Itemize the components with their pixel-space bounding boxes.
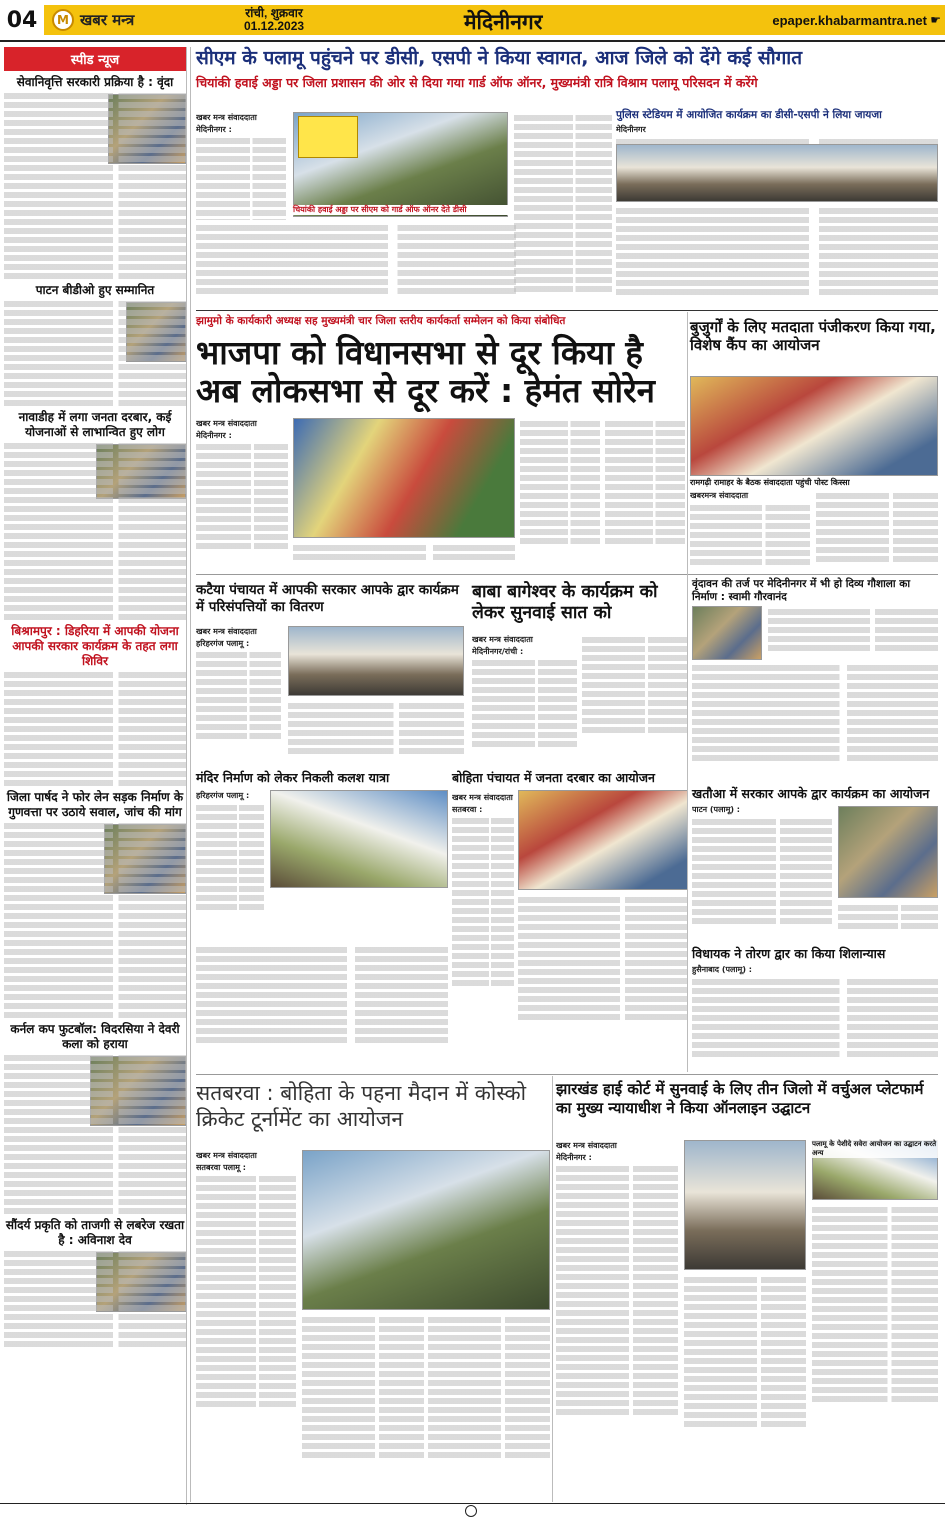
divider <box>196 1074 938 1075</box>
issue-date: 01.12.2023 <box>244 19 305 33</box>
column-rule <box>552 1076 553 1502</box>
divider <box>196 310 938 311</box>
court-photo <box>684 1140 806 1270</box>
website-link[interactable]: epaper.khabarmantra.net <box>772 13 927 28</box>
hemant-body-col2 <box>293 542 515 570</box>
hemant-body-col3 <box>520 418 600 568</box>
cricket-headline: सतबरवा : बोहिता के पहना मैदान में कोस्को क्रिकेट टूर्नामेंट का आयोजन <box>196 1081 527 1131</box>
column-rule <box>687 312 688 1072</box>
left-column <box>4 47 187 1505</box>
hand-pointer-icon: ☛ <box>930 13 941 27</box>
left-headline-5: जिला पार्षद ने फोर लेन सड़क निर्माण के गुणवत्ता पर उठाये सवाल, जांच की मांग <box>6 790 184 819</box>
cricket-body-col3 <box>428 1314 550 1500</box>
left-body-5 <box>4 823 186 1018</box>
baba-headline: बाबा बागेश्वर के कार्यक्रम को लेकर सुनवाई सात को <box>472 582 658 623</box>
left-body-7 <box>4 1251 186 1347</box>
court-inset-caption: पलामू के पेशीदे सवेरा आयोजन का उद्घाटन करते अन्य <box>812 1140 937 1157</box>
police-photo <box>616 144 938 202</box>
mandir-body-col2 <box>196 944 448 1070</box>
left-headline-7: सौंदर्य प्रकृति को ताजगी से लबरेज रखता है : अविनाश देव <box>5 1218 185 1247</box>
vrindavan-headline: वृंदावन की तर्ज पर मेदिनीनगर में भी हो दिव्य गौशाला का निर्माण : स्वामी गौरवानंद <box>692 578 911 603</box>
top-body-col2 <box>196 222 516 304</box>
khatauva-headline: खतौआ में सरकार आपके द्वार कार्यक्रम का आयोजन <box>692 786 930 801</box>
left-body-3 <box>4 443 186 620</box>
page-footer <box>0 1503 945 1517</box>
hemant-body-col4 <box>605 418 685 568</box>
court-body-col3 <box>812 1204 938 1500</box>
katiya-body-col1: खबर मन्त्र संवाददाता हरिहरगंज पलामू : <box>196 626 281 764</box>
katiya-headline: कटैया पंचायत में आपकी सरकार आपके द्वार कार्यक्रम में परिसंपत्तियों का वितरण <box>196 582 459 615</box>
khatauva-body: पाटन (पलामू) : <box>692 804 832 942</box>
police-body <box>616 205 938 305</box>
vrindavan-body-top <box>768 606 938 660</box>
vidhayak-headline: विधायक ने तोरण द्वार का किया शिलान्यास <box>692 946 886 961</box>
top-headline: सीएम के पलामू पहुंचने पर डीसी, एसपी ने किया स्वागत, आज जिले को देंगे कई सौगात <box>196 47 803 69</box>
katiya-body-col2 <box>288 700 464 764</box>
inset-photo <box>298 116 358 158</box>
cricket-photo <box>302 1150 550 1310</box>
page-number: 04 <box>6 7 38 33</box>
divider <box>196 574 938 575</box>
left-headline-4: बिश्रामपुर : डिहरिया में आपकी योजना आपकी सरकार कार्यक्रम के तहत लगा शिविर <box>11 624 179 668</box>
bohita-body-col2 <box>518 894 688 1052</box>
cricket-body-col1: खबर मन्त्र संवाददाता सतबरवा पलामू : <box>196 1150 296 1500</box>
baba-body-col1: खबर मन्त्र संवाददाता मेदिनीनगर/रांची : <box>472 634 577 764</box>
vrindavan-body <box>692 662 938 780</box>
kalash-yatra-photo <box>270 790 448 888</box>
katiya-photo <box>288 626 464 696</box>
cricket-body-col2 <box>302 1314 424 1500</box>
bohita-body-col1: खबर मन्त्र संवाददाता सतबरवा : <box>452 792 514 1052</box>
dateline: मेदिनीनगर : <box>196 124 232 134</box>
court-body-col2 <box>684 1274 806 1500</box>
left-headline-3: नावाडीह में लगा जनता दरबार, कई योजनाओं से लाभान्वित हुए लोग <box>18 410 172 439</box>
elderly-caption: रामगढ़ी रामाहर के बैठक संवाददाता पहुंची पोस्ट किस्सा <box>690 478 938 488</box>
court-body-col1: खबर मन्त्र संवाददाता मेदिनीनगर : <box>556 1140 678 1500</box>
bohita-photo <box>518 790 688 890</box>
mandir-headline: मंदिर निर्माण को लेकर निकली कलश यात्रा <box>196 770 390 785</box>
mandir-body-col1: हरिहरगंज पलामू : <box>196 790 264 940</box>
vidhayak-body: हुसैनाबाद (पलामू) : <box>692 964 938 1064</box>
left-body-4 <box>4 672 186 786</box>
khatauva-body-2 <box>838 902 938 942</box>
brand-logo-icon: M <box>52 9 74 31</box>
police-headline: पुलिस स्टेडियम में आयोजित कार्यक्रम का डीसी-एसपी ने लिया जायजा <box>616 109 882 121</box>
elderly-headline: बुजुर्गों के लिए मतदाता पंजीकरण किया गया, विशेष कैंप का आयोजन <box>690 318 936 354</box>
elderly-photo <box>690 376 938 476</box>
news-photo <box>692 606 762 660</box>
masthead <box>0 0 945 42</box>
hemant-body-col1: खबर मन्त्र संवाददाता मेदिनीनगर : <box>196 418 288 568</box>
top-body-col1 <box>196 112 286 220</box>
speed-news-tag: स्पीड न्यूज <box>4 47 186 71</box>
section-title: मेदिनीनगर <box>464 10 543 34</box>
dateline-block <box>244 7 304 33</box>
court-headline: झारखंड हाई कोर्ट में सुनवाई के लिए तीन जिलो में वर्चुअल प्लेटफार्म का मुख्य न्यायाधीश ने किया ऑनलाइन उद्घाटन <box>556 1080 924 1117</box>
byline: खबर मन्त्र संवाददाता <box>196 113 257 122</box>
left-body-6 <box>4 1055 186 1214</box>
brand-bar <box>44 5 945 35</box>
hemant-photo <box>293 418 515 538</box>
left-headline-6: कर्नल कप फुटबॉल: विदरसिया ने देवरी कला को हराया <box>10 1022 180 1051</box>
city-day: रांची, शुक्रवार <box>245 6 303 20</box>
hemant-headline: भाजपा को विधानसभा से दूर किया है अब लोकसभा से दूर करें : हेमंत सोरेन <box>196 333 655 410</box>
elderly-body-col2 <box>816 490 938 570</box>
bohita-headline: बोहिता पंचायत में जनता दरबार का आयोजन <box>452 770 655 785</box>
photo-caption: चियांकी हवाई अड्डा पर सीएम को गार्ड ऑफ ऑनर देते डीसी <box>293 205 508 215</box>
left-body-1 <box>4 93 186 279</box>
baba-body-col2 <box>582 634 687 764</box>
registration-mark-icon <box>465 1505 477 1517</box>
top-body-col3 <box>514 112 612 302</box>
column-rule <box>190 47 191 1502</box>
brand-name: खबर मन्त्र <box>80 11 135 29</box>
police-lead: मेदिनीनगर <box>616 124 938 144</box>
news-photo <box>838 806 938 898</box>
left-headline-2: पाटन बीडीओ हुए सम्मानित <box>35 283 155 297</box>
elderly-body-col1: खबरमन्त्र संवाददाता <box>690 490 810 570</box>
hemant-kicker: झामुमो के कार्यकारी अध्यक्ष सह मुख्यमंत्री चार जिला स्तरीय कार्यकर्ता सम्मेलन को किया संबोधित <box>196 315 566 327</box>
top-subhead: चियांकी हवाई अड्डा पर जिला प्रशासन की ओर से दिया गया गार्ड ऑफ ऑनर, मुख्यमंत्री रात्रि विश्राम पलामू परिसदन में करेंगे <box>196 75 758 90</box>
left-headline-1: सेवानिवृत्ति सरकारी प्रक्रिया है : वृंदा <box>16 75 174 89</box>
